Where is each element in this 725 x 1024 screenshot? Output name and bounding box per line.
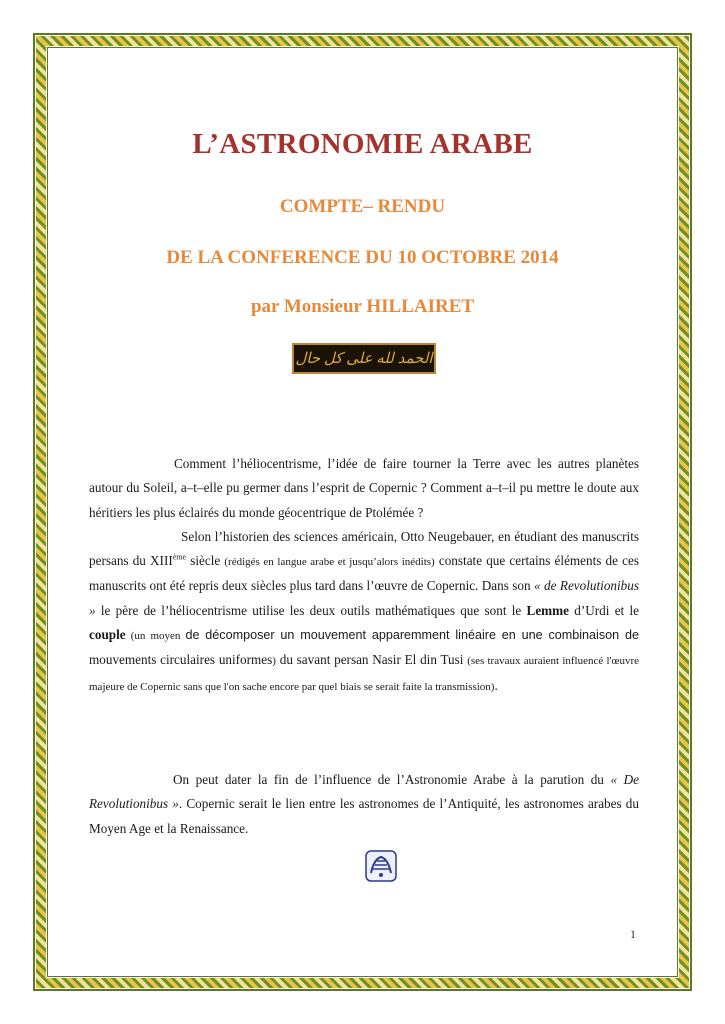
- paragraph-neugebauer: [89, 525, 639, 699]
- page-number: 1: [630, 927, 636, 941]
- subtitle-author: par Monsieur HILLAIRET: [250, 296, 475, 317]
- text-run: Selon l’historien des sciences américain, Otto Neugebauer, en étudiant des manuscrits persans du XIII: [89, 528, 639, 569]
- book-title: « De Revolutionibus »: [89, 772, 639, 812]
- text-run-parenthetical: (un moyen: [125, 630, 186, 643]
- book-title: « de Revolutionibus »: [89, 578, 639, 618]
- paragraph-question: Comment l’héliocentrisme, l’idée de faire tourner la Terre avec les autres planètes autour du Soleil, a–t–elle pu germer dans l’esprit de Copernic ? Comment a–t–il pu mettre le doute aux héritiers les plus éclairés du monde géocentrique de Ptolémée ?: [89, 456, 639, 520]
- document-title: L’ASTRONOMIE ARABE: [192, 128, 533, 160]
- term-couple: couple: [89, 627, 126, 643]
- text-run-parenthetical: (ses travaux auraient influencé l'œuvre majeure de Copernic sans que l'on sache encore par quel biais se serait faite la transmission): [89, 655, 639, 693]
- text-run-parenthetical: ): [272, 655, 276, 668]
- superscript-eme: ème: [172, 552, 187, 562]
- text-run: On peut dater la fin de l’influence de l’Astronomie Arabe à la parution du: [173, 772, 611, 787]
- subtitle-conference-date: DE LA CONFERENCE DU 10 OCTOBRE 2014: [166, 247, 559, 268]
- calligraphy-banner: [292, 343, 436, 374]
- paragraph-conclusion-text: [89, 768, 639, 841]
- quran-seal-graphic: [364, 849, 398, 883]
- quran-seal-icon: [363, 848, 399, 884]
- text-run: .: [494, 677, 498, 693]
- text-run: mouvements circulaires uniformes: [89, 652, 273, 668]
- paragraph-introduction: [89, 452, 639, 699]
- calligraphy-text: الحمد لله على كل حال: [295, 351, 433, 367]
- text-run: . Copernic serait le lien entre les astronomes de l’Antiquité, les astronomes arabes du Moyen Age et la Renaissance.: [89, 796, 639, 836]
- text-run: du savant persan Nasir El din Tusi: [275, 652, 468, 668]
- text-run-parenthetical: (rédigés en langue arabe et jusqu’alors inédits): [224, 556, 435, 569]
- subtitle-compte-rendu: COMPTE– RENDU: [279, 196, 446, 217]
- text-run-sans: de décomposer un mouvement apparemment linéaire en une combinaison de: [185, 628, 639, 643]
- text-run: constate que certains éléments de ces manuscrits ont été repris deux siècles plus tard dans l’œuvre de Copernic. Dans son: [89, 553, 639, 594]
- term-lemme: Lemme: [526, 602, 570, 618]
- text-run: siècle: [186, 553, 225, 569]
- text-run: d’Urdi et le: [569, 602, 639, 618]
- paragraph-conclusion: [89, 768, 639, 841]
- text-run: le père de l’héliocentrisme utilise les deux outils mathématiques que sont le: [95, 602, 527, 618]
